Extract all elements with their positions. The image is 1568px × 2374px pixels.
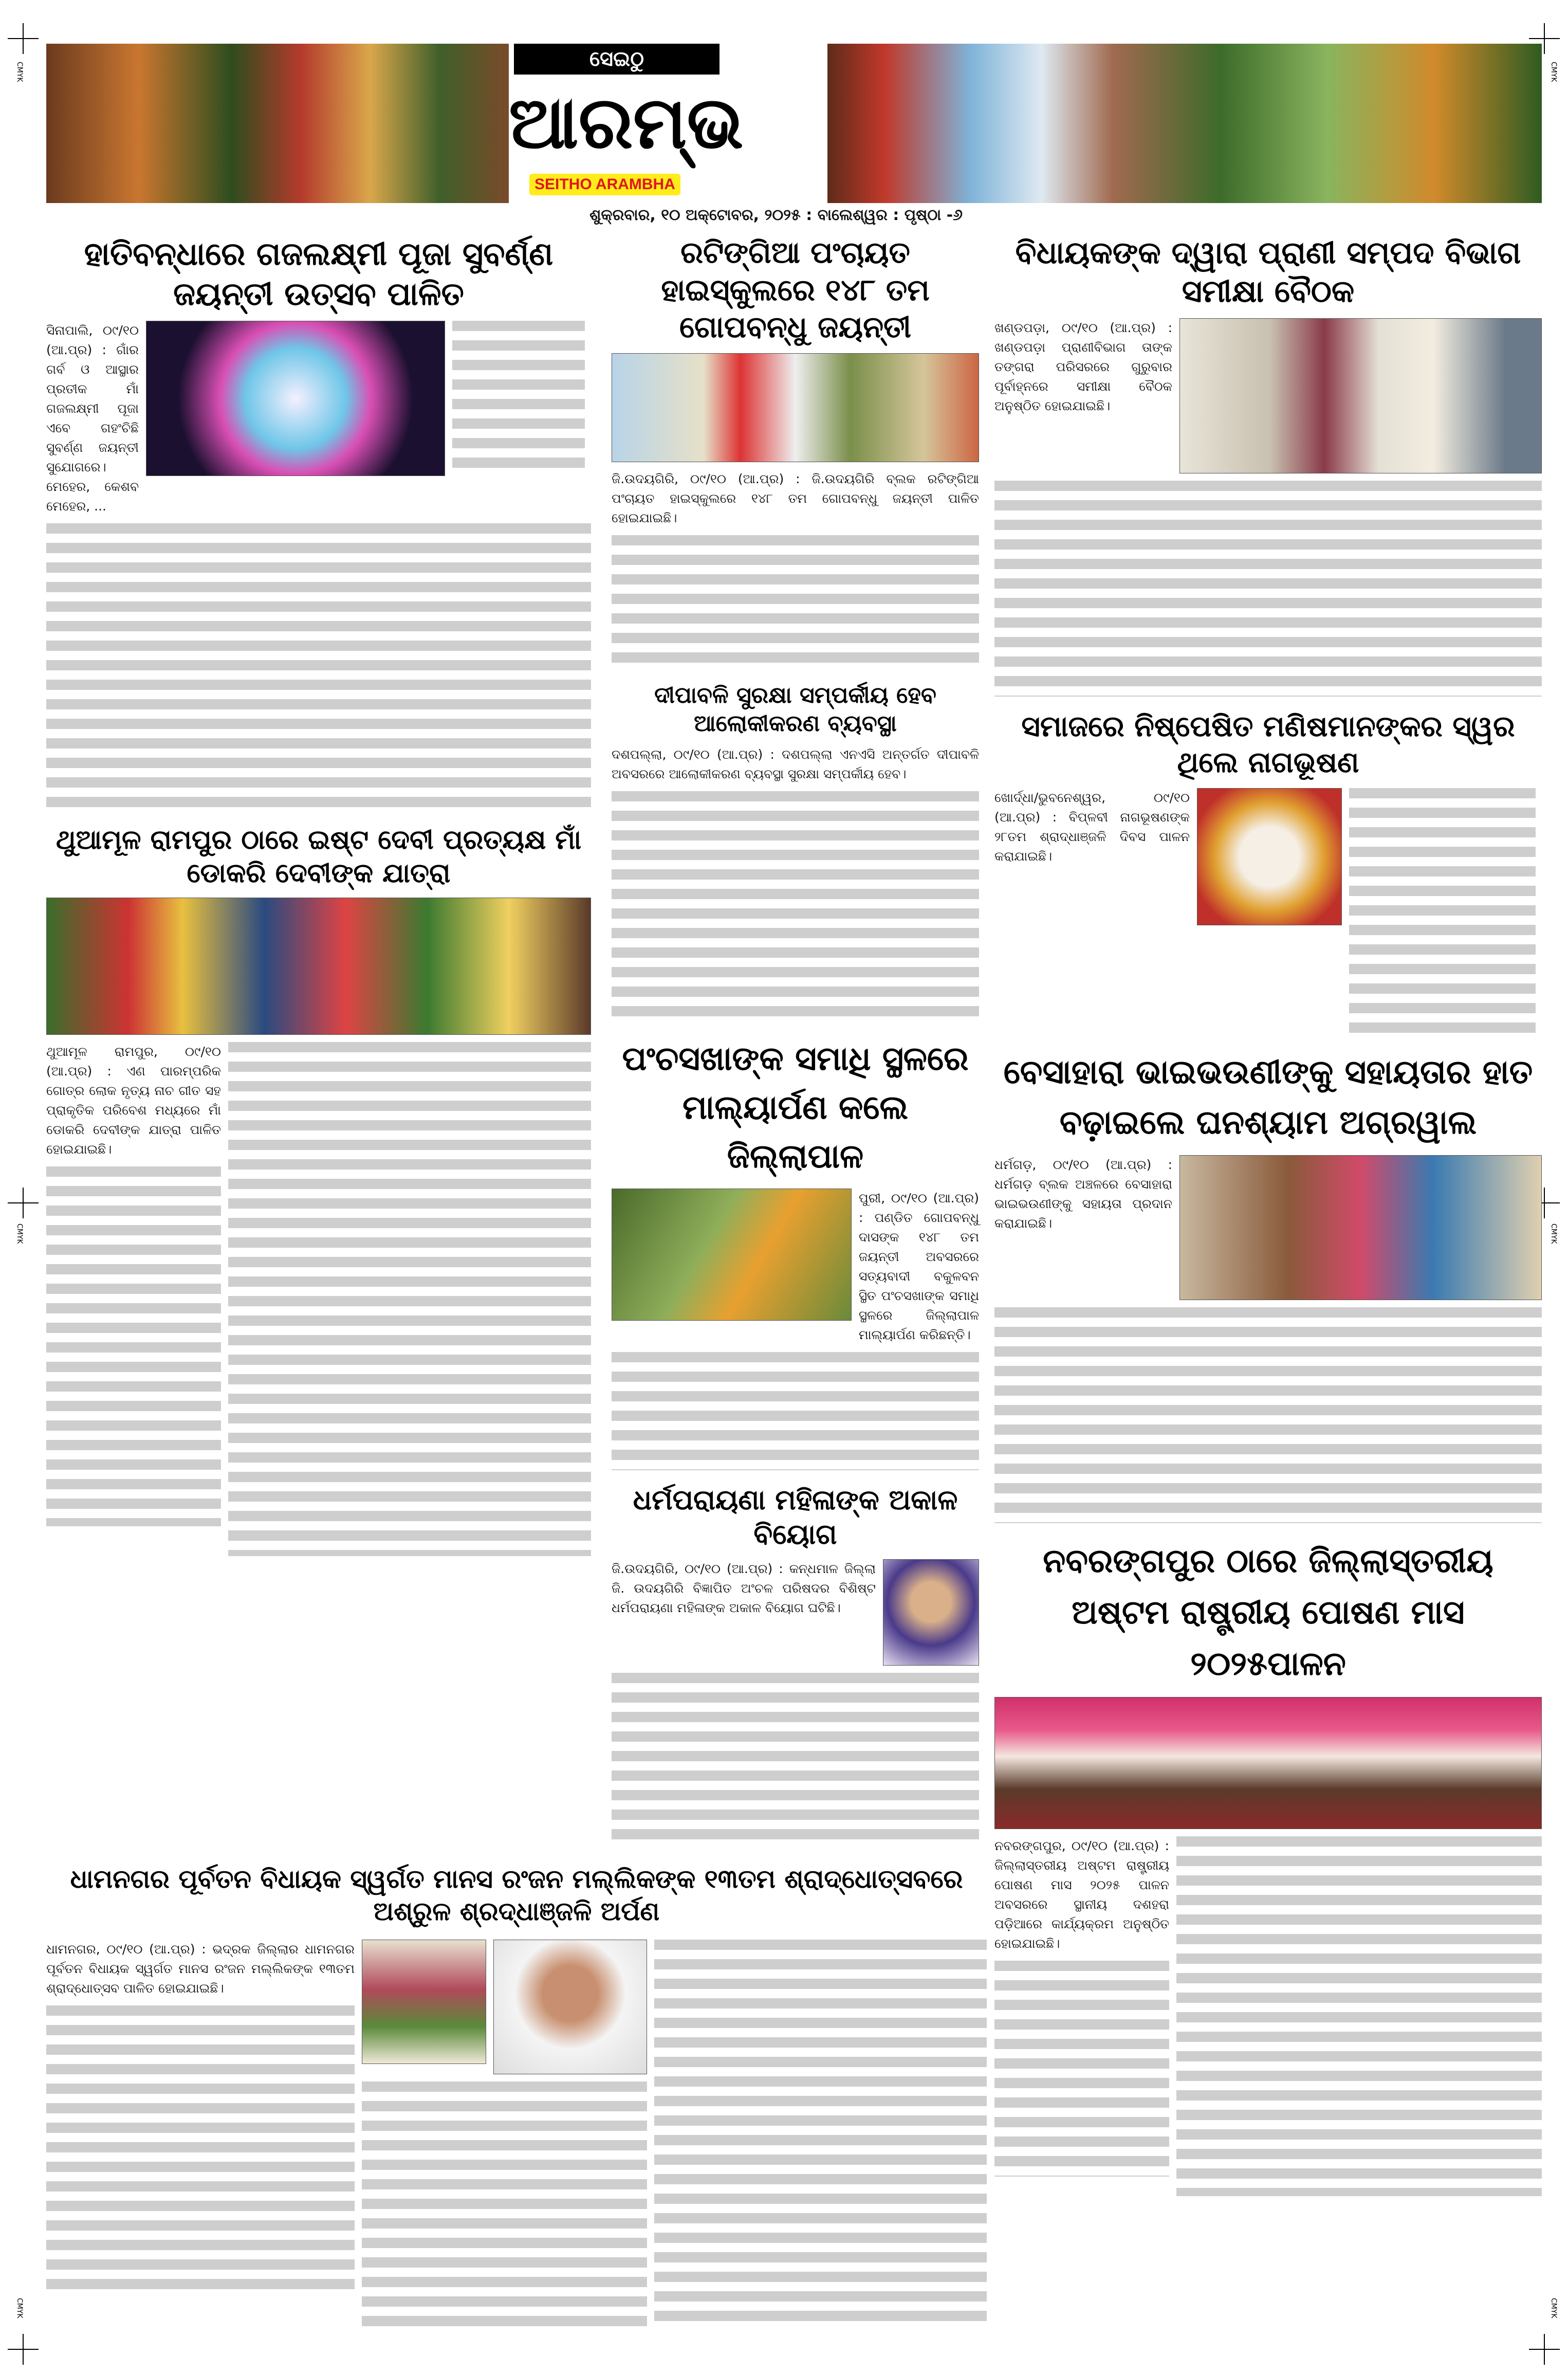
article-thuamul — [46, 824, 591, 1556]
article-nabarangpur — [994, 1536, 1542, 2196]
article-row — [46, 1042, 591, 1556]
cmyk-label: CMYK — [1549, 2298, 1558, 2318]
article-dhamnagar — [46, 1863, 987, 2330]
article-body: ଥୁଆମୂଳ ରାମପୁର, ୦୯/୧୦ (ଆ.ପ୍ର) : ଏଣ ପାରମ୍ପରିକ ଗୋତ୍ର ଲୋକ ନୃତ୍ୟ ନାଚ ଗୀତ ସହ ପ୍ରାକୃତିକ ପରିବେଶ ମଧ୍ୟରେ ମାଁ ଡୋକରି ଦେବୀଙ୍କ ଯାତ୍ରା ପାଳିତ ହୋଇଯାଇଛି। — [46, 1044, 221, 1157]
article-body: ଜି.ଉଦୟଗିରି, ୦୯/୧୦ (ଆ.ପ୍ର) : ଜି.ଉଦୟଗିରି ବ୍ଲକ ରଟିଙ୍ଗିଆ ପଂଚାୟତ ହାଇସ୍କୁଲରେ ୧୪୮ ତମ ଗୋପବନ୍ଧୁ ଜୟନ୍ତୀ ପାଳିତ ହୋଇଯାଇଛି। — [612, 471, 979, 525]
article-body: ଜି.ଉଦୟଗିରି, ୦୯/୧୦ (ଆ.ପ୍ର) : କନ୍ଧମାଳ ଜିଲ୍ଲା ଜି. ଉଦୟଗିରି ବିଜ୍ଞାପିତ ଅଂଚଳ ପରିଷଦର ବିଶିଷ୍ଟ ଧର୍ମପରାୟଣା ମହିଳାଙ୍କ ଅକାଳ ବିୟୋଗ ଘଟିଛି। — [612, 1561, 876, 1615]
cmyk-label: CMYK — [1549, 1223, 1558, 1244]
text-texture — [654, 1940, 987, 2330]
column-left — [46, 234, 591, 1556]
text-texture — [612, 535, 979, 669]
article-column — [362, 1940, 647, 2328]
article-body: ପୁରୀ, ୦୯/୧୦ (ଆ.ପ୍ର) : ପଣ୍ଡିତ ଗୋପବନ୍ଧୁ ଦାସଙ୍କ ୧୪୮ ତମ ଜୟନ୍ତୀ ଅବସରରେ ସତ୍ୟବାଦୀ ବକୁଳବନ ସ୍ଥିତ ପଂଚସଖାଙ୍କ ସମାଧି ସ୍ଥଳରେ ଜିଲ୍ଲାପାଳ ମାଲ୍ୟାର୍ପଣ କରିଛନ୍ତି। — [859, 1190, 979, 1342]
column-middle — [612, 234, 979, 1848]
article-body: ଧାମନଗର, ୦୯/୧୦ (ଆ.ପ୍ର) : ଭଦ୍ରକ ଜିଲ୍ଲାର ଧାମନଗର ପୂର୍ବତନ ବିଧାୟକ ସ୍ୱର୍ଗତ ମାନସ ରଂଜନ ମଲ୍ଲିକଙ୍କ ୧୩ତମ ଶ୍ରାଦ୍ଧୋତ୍ସବ ପାଳିତ ହୋଇଯାଇଛି। — [46, 1942, 355, 1996]
cmyk-label: CMYK — [1549, 62, 1558, 82]
masthead-photo-right — [827, 44, 1542, 203]
article-column — [46, 1940, 355, 2293]
article-panchasakha — [612, 1035, 979, 1470]
article-samajare — [994, 709, 1542, 1035]
article-diwali — [612, 681, 979, 1022]
headline: ଦୀପାବଳି ସୁରକ୍ଷା ସମ୍ପର୍କୀୟ ହେବ ଆଲୋକୀକରଣ ବ୍ୟବସ୍ଥା — [654, 682, 936, 737]
cmyk-label: CMYK — [15, 1223, 24, 1244]
text-texture — [612, 1352, 979, 1470]
text-texture — [994, 1307, 1542, 1523]
registration-mark — [8, 23, 39, 54]
article-photo — [883, 1559, 979, 1666]
brand-small: ସେଇଠୁ — [514, 44, 720, 75]
article-column — [46, 1042, 221, 1526]
text-texture — [46, 523, 591, 811]
article-body: ଖଣ୍ଡପଡ଼ା, ୦୯/୧୦ (ଆ.ପ୍ର) : ଖଣ୍ଡପଡ଼ା ପ୍ରାଣୀବିଭାଗ ତାଙ୍କ ତଙ୍ଗରା ପରିସରରେ ଗୁରୁବାର ପୂର୍ବାହ୍ନରେ ସମୀକ୍ଷା ବୈଠକ ଅନୁଷ୍ଠିତ ହୋଇଯାଇଛି। — [994, 320, 1172, 413]
headline: ଧାମନଗର ପୂର୍ବତନ ବିଧାୟକ ସ୍ୱର୍ଗତ ମାନସ ରଂଜନ ମଲ୍ଲିକଙ୍କ ୧୩ତମ ଶ୍ରାଦ୍ଧୋତ୍ସବରେ ଅଶ୍ରୁଳ ଶ୍ରଦ୍ଧାଞ୍ଜଳି ଅର୍ପଣ — [70, 1864, 963, 1926]
cmyk-label: CMYK — [15, 62, 24, 82]
article-bidhayak — [994, 234, 1542, 697]
article-photo — [1179, 1155, 1542, 1300]
portrait-photo — [493, 1940, 647, 2074]
article-photo — [994, 1697, 1542, 1829]
article-photo — [1197, 788, 1342, 925]
headline: ଧର୍ମପରାୟଣା ମହିଳାଙ୍କ ଅକାଳ ବିୟୋଗ — [633, 1483, 958, 1550]
masthead-photo-left — [46, 44, 509, 203]
article-row — [994, 1155, 1542, 1300]
article-gopabandhu — [612, 234, 979, 669]
article-photo — [612, 1189, 852, 1321]
headline: ସମାଜରେ ନିଷ୍ପେଷିତ ମଣିଷମାନଙ୍କର ସ୍ୱର ଥିଲେ ନାଗଭୂଷଣ — [1021, 710, 1515, 779]
article-row — [612, 1189, 979, 1345]
brand-english: SEITHO ARAMBHA — [529, 174, 680, 195]
registration-mark — [8, 1188, 39, 1218]
text-texture — [46, 2005, 355, 2293]
article-besahara — [994, 1047, 1542, 1523]
article-photo — [1179, 318, 1542, 473]
text-texture — [1176, 1836, 1542, 2196]
article-body: ଧର୍ମଗଡ଼, ୦୯/୧୦ (ଆ.ପ୍ର) : ଧର୍ମଗଡ଼ ବ୍ଲକ ଅଞ୍ଚଳରେ ବେସାହାରା ଭାଇଭଉଣୀଙ୍କୁ ସହାୟତା ପ୍ରଦାନ କରାଯାଇଛି। — [994, 1157, 1172, 1231]
article-row — [994, 318, 1542, 473]
registration-mark — [1529, 2334, 1560, 2365]
registration-mark — [8, 2334, 39, 2365]
column-right — [994, 234, 1542, 2196]
headline: ରଟିଙ୍ଗିଆ ପଂଚାୟତ ହାଇସ୍କୁଲରେ ୧୪୮ ତମ ଗୋପବନ୍ଧୁ ଜୟନ୍ତୀ — [661, 235, 930, 344]
text-texture — [612, 791, 979, 1022]
article-dharmaparayana — [612, 1483, 979, 1848]
article-photo — [362, 1940, 486, 2064]
article-body: ସିନାପାଲି, ୦୯/୧୦ (ଆ.ପ୍ର) : ଗାଁର ଗର୍ବ ଓ ଆସ୍ଥାର ପ୍ରତୀକ ମାଁ ଗଜଲକ୍ଷ୍ମୀ ପୂଜା ଏବେ ଗହଂଚିଛି ସୁବର୍ଣ୍ଣ ଜୟନ୍ତୀ ସୁଯୋଗରେ। ମେହେର, କେଶବ ମେହେର, ... — [46, 323, 139, 514]
headline: ହାତିବନ୍ଧାରେ ଗଜଲକ୍ଷ୍ମୀ ପୂଜା ସୁବର୍ଣ୍ଣ ଜୟନ୍ତୀ ଉତ୍ସବ ପାଳିତ — [84, 235, 554, 313]
article-body: ଦଶପଲ୍ଲା, ୦୯/୧୦ (ଆ.ପ୍ର) : ଦଶପଲ୍ଲା ଏନଏସି ଅନ୍ତର୍ଗତ ଦୀପାବଳି ଅବସରରେ ଆଲୋକୀକରଣ ବ୍ୟବସ୍ଥା ସୁରକ୍ଷା ସମ୍ପର୍କୀୟ ହେବ। — [612, 746, 979, 781]
article-row — [994, 1836, 1542, 2196]
photo-row — [362, 1940, 647, 2074]
article-row — [994, 788, 1542, 1035]
article-gajalaxmi — [46, 234, 591, 811]
issue-dateline: ଶୁକ୍ରବାର, ୧୦ ଅକ୍ଟୋବର, ୨୦୨୫ : ବାଲେଶ୍ୱର : ପୃଷ୍ଠା -୬ — [589, 206, 963, 224]
article-row — [612, 1559, 979, 1666]
headline: ନବରଙ୍ଗପୁର ଠାରେ ଜିଲ୍ଲାସ୍ତରୀୟ ଅଷ୍ଟମ ରାଷ୍ଟ୍ରୀୟ ପୋଷଣ ମାସ ୨୦୨୫ପାଳନ — [1043, 1542, 1493, 1683]
cmyk-label: CMYK — [15, 2298, 24, 2318]
text-texture — [46, 1166, 221, 1526]
article-photo — [46, 898, 591, 1035]
headline: ଥୁଆମୂଳ ରାମପୁର ଠାରେ ଇଷ୍ଟ ଦେବୀ ପ୍ରତ୍ୟକ୍ଷ ମାଁ ଡୋକରି ଦେବୀଙ୍କ ଯାତ୍ରା — [56, 825, 582, 889]
brand-logo: ଆରମ୍ଭ — [509, 81, 744, 165]
article-row — [46, 1940, 987, 2330]
text-texture — [452, 321, 585, 470]
text-texture — [994, 481, 1542, 697]
article-column — [994, 1836, 1169, 2177]
text-texture — [612, 1673, 979, 1848]
article-photo — [612, 353, 979, 462]
headline: ବିଧାୟକଙ୍କ ଦ୍ୱାରା ପ୍ରାଣୀ ସମ୍ପଦ ବିଭାଗ ସମୀକ୍ଷା ବୈଠକ — [1015, 235, 1521, 309]
text-texture — [228, 1042, 591, 1556]
article-photo — [146, 321, 445, 476]
text-texture — [362, 2081, 647, 2328]
headline: ପଂଚସଖାଙ୍କ ସମାଧି ସ୍ଥଳରେ ମାଲ୍ୟାର୍ପଣ କଲେ ଜିଲ୍ଲାପାଳ — [622, 1039, 969, 1176]
article-body: ନବରଙ୍ଗପୁର, ୦୯/୧୦ (ଆ.ପ୍ର) : ଜିଲ୍ଲାସ୍ତରୀୟ ଅଷ୍ଟମ ରାଷ୍ଟ୍ରୀୟ ପୋଷଣ ମାସ ୨୦୨୫ ପାଳନ ଅବସରରେ ସ୍ଥାନୀୟ ଦଶହରା ପଡ଼ିଆରେ କାର୍ଯ୍ୟକ୍ରମ ଅନୁଷ୍ଠିତ ହୋଇଯାଇଛି। — [994, 1838, 1169, 1951]
text-texture — [994, 1961, 1169, 2177]
text-texture — [1349, 788, 1536, 1035]
headline: ବେସାହାରା ଭାଇଭଉଣୀଙ୍କୁ ସହାୟତାର ହାତ ବଢ଼ାଇଲେ ଘନଶ୍ୟାମ ଅଗ୍ରୱାଲ — [1003, 1053, 1533, 1142]
article-row — [46, 321, 591, 516]
article-body: ଖୋର୍ଦ୍ଧା/ଭୁବନେଶ୍ୱର, ୦୯/୧୦ (ଆ.ପ୍ର) : ବିପ୍ଳବୀ ନାଗଭୂଷଣଙ୍କ ୨୮ତମ ଶ୍ରାଦ୍ଧାଞ୍ଜଳି ଦିବସ ପାଳନ କରାଯାଇଛି। — [994, 790, 1190, 864]
